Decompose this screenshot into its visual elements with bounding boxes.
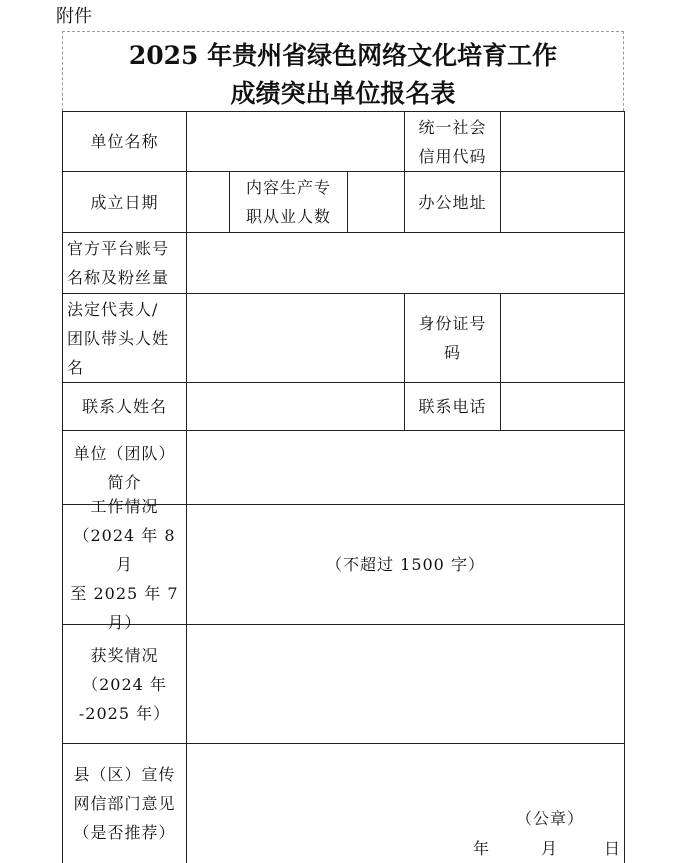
- date-day-label: 日: [604, 839, 621, 858]
- attachment-label: 附件: [56, 6, 92, 27]
- platform-account-label-text: 官方平台账号 名称及粉丝量: [67, 239, 170, 287]
- staff-count-label-text: 内容生产专 职从业人数: [245, 178, 331, 226]
- title-line-2: 成绩突出单位报名表: [230, 79, 456, 108]
- founded-date-label: [62, 172, 187, 233]
- county-opinion-label: [62, 744, 187, 863]
- word-limit-note: （不超过 1500 字）: [326, 555, 485, 574]
- staff-count-field[interactable]: [348, 172, 405, 233]
- contact-phone-label-text: 联系电话: [418, 397, 487, 416]
- id-number-label-text: 身份证号 码: [418, 314, 487, 362]
- unit-name-field[interactable]: [187, 111, 405, 172]
- awards-label: [62, 625, 187, 744]
- unit-name-label-text: 单位名称: [90, 132, 159, 151]
- date-year-label: 年: [473, 839, 490, 858]
- unit-name-label: [62, 111, 187, 172]
- legal-representative-label: [62, 294, 187, 383]
- contact-name-label-text: 联系人姓名: [81, 397, 167, 416]
- contact-name-label: [62, 383, 187, 431]
- id-number-field[interactable]: [501, 294, 625, 383]
- founded-date-label-text: 成立日期: [90, 192, 159, 212]
- staff-count-label: [230, 172, 348, 233]
- work-situation-field[interactable]: [187, 505, 625, 625]
- office-address-label-text: 办公地址: [418, 192, 487, 212]
- unit-intro-label-text: 单位（团队） 简介: [73, 443, 176, 492]
- platform-account-field[interactable]: [187, 233, 625, 294]
- credit-code-label: [405, 111, 501, 172]
- legal-representative-field[interactable]: [187, 294, 405, 383]
- office-address-field[interactable]: [501, 172, 625, 233]
- awards-label-text: 获奖情况 （2024 年 -2025 年）: [78, 645, 171, 723]
- contact-phone-field[interactable]: [501, 383, 625, 431]
- unit-intro-field[interactable]: [187, 431, 625, 505]
- credit-code-label-text: 统一社会 信用代码: [418, 117, 487, 166]
- date-month-label: 月: [541, 839, 558, 858]
- id-number-label: [405, 294, 501, 383]
- contact-phone-label: [405, 383, 501, 431]
- county-opinion-field[interactable]: [187, 744, 625, 863]
- work-situation-label-text: 工作情况 （2024 年 8 月 至 2025 年 7 月）: [70, 497, 179, 632]
- official-seal-label: （公章）: [516, 809, 585, 828]
- platform-account-label: [62, 233, 187, 294]
- work-situation-label: [62, 497, 187, 632]
- legal-representative-label-text: 法定代表人/ 团队带头人姓 名: [67, 299, 170, 377]
- awards-field[interactable]: [187, 625, 625, 744]
- form-title: [62, 31, 624, 111]
- office-address-label: [405, 172, 501, 233]
- contact-name-field[interactable]: [187, 383, 405, 431]
- credit-code-field[interactable]: [501, 111, 625, 172]
- founded-date-field[interactable]: [187, 172, 230, 233]
- title-line-1: 2025 年贵州省绿色网络文化培育工作: [128, 41, 558, 70]
- county-opinion-label-text: 县（区）宣传 网信部门意见 （是否推荐）: [73, 765, 176, 842]
